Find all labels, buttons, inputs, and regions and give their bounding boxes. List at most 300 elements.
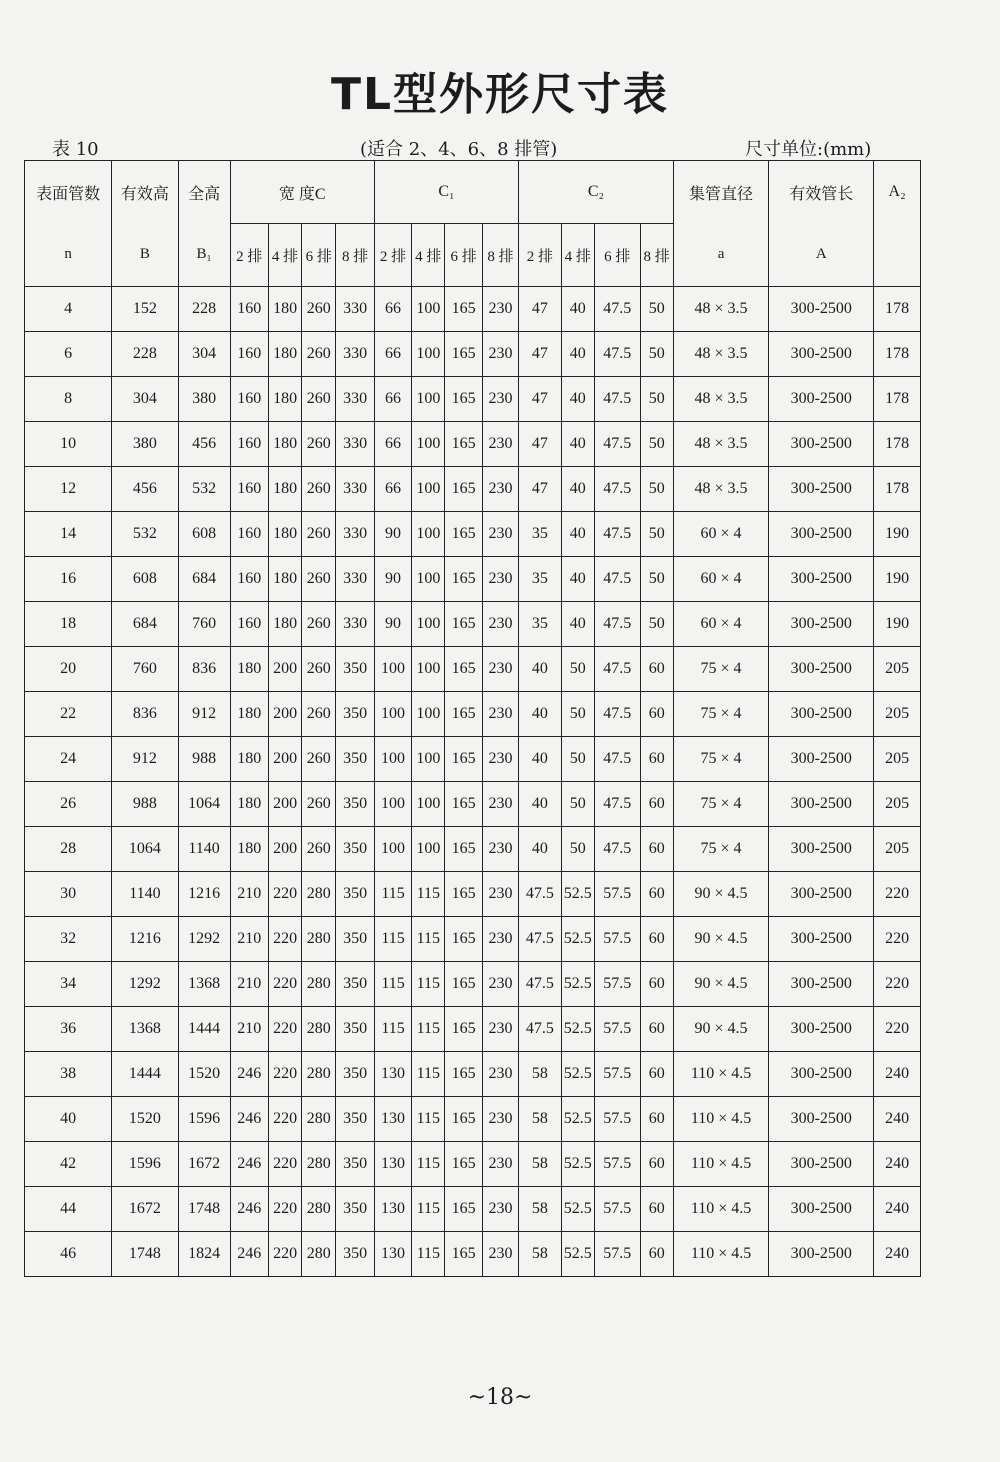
table-cell: 165 [445, 1142, 482, 1187]
table-cell: 304 [112, 377, 178, 422]
table-cell: 47.5 [594, 782, 640, 827]
table-cell: 210 [230, 872, 268, 917]
table-cell: 280 [302, 1232, 336, 1277]
table-cell: 50 [640, 512, 673, 557]
table-cell: 130 [374, 1187, 411, 1232]
table-cell: 60 [640, 962, 673, 1007]
table-cell: 50 [561, 647, 594, 692]
table-cell: 160 [230, 332, 268, 377]
table-cell: 75 × 4 [673, 647, 769, 692]
header-c-8-rows: 8 排 [336, 224, 374, 287]
table-cell: 230 [482, 872, 518, 917]
table-cell: 220 [874, 962, 921, 1007]
table-cell: 300-2500 [769, 737, 874, 782]
table-cell: 10 [25, 422, 112, 467]
table-cell: 180 [268, 422, 301, 467]
table-row [25, 377, 921, 422]
table-cell: 246 [230, 1232, 268, 1277]
table-cell: 220 [268, 1232, 301, 1277]
table-row [25, 917, 921, 962]
table-cell: 160 [230, 422, 268, 467]
table-cell: 230 [482, 782, 518, 827]
table-cell: 115 [412, 1142, 445, 1187]
table-cell: 1520 [112, 1097, 178, 1142]
table-cell: 60 × 4 [673, 602, 769, 647]
table-cell: 260 [302, 827, 336, 872]
table-cell: 47 [519, 332, 562, 377]
table-cell: 180 [268, 602, 301, 647]
table-cell: 50 [640, 332, 673, 377]
page-title: TL型外形尺寸表 [330, 69, 670, 120]
table-cell: 60 [640, 1187, 673, 1232]
table-cell: 300-2500 [769, 557, 874, 602]
table-cell: 52.5 [561, 1187, 594, 1232]
table-cell: 1064 [112, 827, 178, 872]
table-cell: 1444 [178, 1007, 230, 1052]
table-cell: 47.5 [594, 647, 640, 692]
table-cell: 58 [519, 1187, 562, 1232]
table-cell: 66 [374, 287, 411, 332]
table-cell: 350 [336, 1142, 374, 1187]
table-cell: 90 [374, 602, 411, 647]
table-cell: 300-2500 [769, 962, 874, 1007]
table-cell: 205 [874, 782, 921, 827]
table-cell: 60 × 4 [673, 557, 769, 602]
table-cell: 47 [519, 287, 562, 332]
table-cell: 300-2500 [769, 1097, 874, 1142]
table-cell: 60 [640, 737, 673, 782]
table-cell: 115 [412, 872, 445, 917]
table-cell: 230 [482, 692, 518, 737]
table-cell: 47.5 [594, 827, 640, 872]
table-cell: 230 [482, 1142, 518, 1187]
table-cell: 47.5 [594, 422, 640, 467]
header-c1: C₁ [374, 161, 518, 224]
table-cell: 220 [268, 1187, 301, 1232]
table-cell: 230 [482, 737, 518, 782]
table-cell: 200 [268, 827, 301, 872]
table-cell: 4 [25, 287, 112, 332]
table-cell: 280 [302, 1007, 336, 1052]
table-cell: 47.5 [594, 737, 640, 782]
table-cell: 180 [230, 647, 268, 692]
table-cell: 220 [268, 1052, 301, 1097]
table-cell: 1596 [112, 1142, 178, 1187]
table-cell: 14 [25, 512, 112, 557]
table-cell: 178 [874, 332, 921, 377]
table-cell: 100 [374, 737, 411, 782]
header-c-4-rows: 4 排 [268, 224, 301, 287]
table-cell: 50 [561, 782, 594, 827]
table-cell: 160 [230, 602, 268, 647]
table-cell: 22 [25, 692, 112, 737]
table-cell: 246 [230, 1097, 268, 1142]
table-cell: 988 [178, 737, 230, 782]
table-cell: 160 [230, 557, 268, 602]
table-cell: 130 [374, 1097, 411, 1142]
table-row [25, 602, 921, 647]
table-cell: 684 [178, 557, 230, 602]
table-cell: 50 [640, 467, 673, 512]
table-cell: 1824 [178, 1232, 230, 1277]
table-cell: 532 [178, 467, 230, 512]
table-cell: 6 [25, 332, 112, 377]
table-cell: 280 [302, 1097, 336, 1142]
table-cell: 34 [25, 962, 112, 1007]
table-cell: 260 [302, 467, 336, 512]
table-cell: 205 [874, 737, 921, 782]
header-c1-6-rows: 6 排 [445, 224, 482, 287]
table-cell: 48 × 3.5 [673, 332, 769, 377]
table-cell: 52.5 [561, 917, 594, 962]
table-cell: 260 [302, 422, 336, 467]
table-cell: 240 [874, 1142, 921, 1187]
table-cell: 760 [112, 647, 178, 692]
table-body [25, 287, 921, 1277]
table-cell: 200 [268, 737, 301, 782]
table-cell: 100 [412, 377, 445, 422]
table-cell: 60 [640, 1097, 673, 1142]
table-cell: 152 [112, 287, 178, 332]
table-cell: 300-2500 [769, 1007, 874, 1052]
table-cell: 246 [230, 1187, 268, 1232]
table-cell: 180 [268, 287, 301, 332]
table-cell: 47.5 [594, 692, 640, 737]
table-cell: 165 [445, 737, 482, 782]
table-row [25, 1142, 921, 1187]
table-cell: 608 [112, 557, 178, 602]
header-a2-blank [874, 224, 921, 287]
table-cell: 230 [482, 422, 518, 467]
table-cell: 40 [561, 557, 594, 602]
table-cell: 100 [412, 287, 445, 332]
header-b1-label: 全高 [178, 161, 230, 224]
table-cell: 90 [374, 512, 411, 557]
header-c-6-rows: 6 排 [302, 224, 336, 287]
table-cell: 230 [482, 827, 518, 872]
table-cell: 180 [230, 737, 268, 782]
table-cell: 57.5 [594, 872, 640, 917]
header-a-symbol: a [673, 224, 769, 287]
table-cell: 280 [302, 1142, 336, 1187]
table-cell: 90 × 4.5 [673, 1007, 769, 1052]
table-cell: 178 [874, 467, 921, 512]
table-cell: 836 [178, 647, 230, 692]
table-cell: 220 [268, 962, 301, 1007]
table-cell: 220 [874, 1007, 921, 1052]
table-cell: 210 [230, 962, 268, 1007]
table-cell: 240 [874, 1097, 921, 1142]
table-cell: 165 [445, 1232, 482, 1277]
table-cell: 350 [336, 827, 374, 872]
table-cell: 178 [874, 287, 921, 332]
table-cell: 180 [268, 557, 301, 602]
table-cell: 160 [230, 377, 268, 422]
table-cell: 178 [874, 422, 921, 467]
table-cell: 12 [25, 467, 112, 512]
table-cell: 47.5 [594, 602, 640, 647]
table-cell: 210 [230, 917, 268, 962]
table-cell: 52.5 [561, 1142, 594, 1187]
header-b-label: 有效高 [112, 161, 178, 224]
table-cell: 220 [268, 1007, 301, 1052]
table-cell: 300-2500 [769, 1052, 874, 1097]
header-c2-8-rows: 8 排 [640, 224, 673, 287]
table-cell: 210 [230, 1007, 268, 1052]
table-cell: 190 [874, 602, 921, 647]
table-cell: 1064 [178, 782, 230, 827]
table-cell: 260 [302, 602, 336, 647]
table-cell: 230 [482, 332, 518, 377]
table-cell: 456 [112, 467, 178, 512]
table-cell: 115 [412, 1097, 445, 1142]
table-cell: 47.5 [594, 287, 640, 332]
table-cell: 260 [302, 647, 336, 692]
table-row [25, 737, 921, 782]
table-cell: 60 [640, 1142, 673, 1187]
table-cell: 330 [336, 377, 374, 422]
table-cell: 230 [482, 647, 518, 692]
table-cell: 160 [230, 287, 268, 332]
table-cell: 115 [374, 962, 411, 1007]
table-cell: 40 [561, 287, 594, 332]
table-cell: 165 [445, 287, 482, 332]
header-a-label: 集管直径 [673, 161, 769, 224]
table-cell: 40 [25, 1097, 112, 1142]
header-c2-6-rows: 6 排 [594, 224, 640, 287]
table-cell: 1216 [178, 872, 230, 917]
table-cell: 110 × 4.5 [673, 1097, 769, 1142]
table-cell: 47.5 [594, 557, 640, 602]
table-cell: 75 × 4 [673, 782, 769, 827]
table-cell: 100 [412, 557, 445, 602]
table-row [25, 467, 921, 512]
table-cell: 180 [230, 692, 268, 737]
table-cell: 115 [374, 1007, 411, 1052]
table-cell: 60 [640, 1052, 673, 1097]
header-b-symbol: B [112, 224, 178, 287]
table-cell: 24 [25, 737, 112, 782]
table-cell: 90 [374, 557, 411, 602]
table-cell: 57.5 [594, 962, 640, 1007]
header-c1-4-rows: 4 排 [412, 224, 445, 287]
dimensions-table [24, 160, 921, 1277]
table-cell: 230 [482, 1187, 518, 1232]
table-row [25, 962, 921, 1007]
table-cell: 246 [230, 1142, 268, 1187]
table-cell: 40 [561, 602, 594, 647]
header-length-symbol: A [769, 224, 874, 287]
header-length-label: 有效管长 [769, 161, 874, 224]
table-cell: 18 [25, 602, 112, 647]
table-cell: 165 [445, 1007, 482, 1052]
table-cell: 130 [374, 1052, 411, 1097]
table-cell: 100 [412, 692, 445, 737]
table-cell: 180 [230, 782, 268, 827]
table-cell: 228 [112, 332, 178, 377]
table-cell: 1444 [112, 1052, 178, 1097]
table-cell: 240 [874, 1187, 921, 1232]
table-cell: 115 [374, 917, 411, 962]
table-cell: 836 [112, 692, 178, 737]
table-cell: 66 [374, 377, 411, 422]
header-n-label: 表面管数 [25, 161, 112, 224]
header-width-c: 宽 度C [230, 161, 374, 224]
table-cell: 230 [482, 1232, 518, 1277]
table-cell: 100 [412, 737, 445, 782]
page-number: ~18~ [467, 1385, 533, 1410]
table-cell: 47.5 [519, 962, 562, 1007]
table-cell: 260 [302, 782, 336, 827]
table-cell: 47 [519, 422, 562, 467]
table-cell: 165 [445, 332, 482, 377]
table-cell: 100 [374, 782, 411, 827]
table-cell: 300-2500 [769, 1142, 874, 1187]
table-cell: 36 [25, 1007, 112, 1052]
table-cell: 115 [412, 1052, 445, 1097]
table-cell: 110 × 4.5 [673, 1232, 769, 1277]
table-cell: 380 [178, 377, 230, 422]
table-cell: 58 [519, 1232, 562, 1277]
table-cell: 38 [25, 1052, 112, 1097]
table-cell: 300-2500 [769, 872, 874, 917]
table-cell: 60 [640, 782, 673, 827]
table-cell: 115 [374, 872, 411, 917]
table-cell: 90 × 4.5 [673, 872, 769, 917]
table-cell: 165 [445, 422, 482, 467]
table-cell: 47.5 [519, 1007, 562, 1052]
header-c2: C₂ [519, 161, 674, 224]
table-cell: 165 [445, 782, 482, 827]
table-cell: 28 [25, 827, 112, 872]
table-cell: 100 [412, 647, 445, 692]
table-cell: 52.5 [561, 962, 594, 1007]
table-cell: 280 [302, 1187, 336, 1232]
table-row [25, 287, 921, 332]
table-cell: 230 [482, 1097, 518, 1142]
table-cell: 350 [336, 692, 374, 737]
table-cell: 50 [561, 692, 594, 737]
table-cell: 280 [302, 872, 336, 917]
table-cell: 165 [445, 917, 482, 962]
table-cell: 100 [412, 512, 445, 557]
table-cell: 100 [374, 647, 411, 692]
table-cell: 280 [302, 962, 336, 1007]
table-cell: 260 [302, 737, 336, 782]
table-cell: 220 [268, 872, 301, 917]
table-cell: 260 [302, 512, 336, 557]
table-cell: 260 [302, 557, 336, 602]
table-cell: 230 [482, 557, 518, 602]
table-cell: 110 × 4.5 [673, 1187, 769, 1232]
table-cell: 230 [482, 512, 518, 557]
table-cell: 40 [519, 827, 562, 872]
table-cell: 240 [874, 1232, 921, 1277]
table-cell: 165 [445, 602, 482, 647]
header-c2-2-rows: 2 排 [519, 224, 562, 287]
table-row [25, 512, 921, 557]
table-cell: 1748 [178, 1187, 230, 1232]
table-cell: 220 [268, 1142, 301, 1187]
header-b1-symbol: B₁ [178, 224, 230, 287]
table-cell: 220 [268, 917, 301, 962]
table-cell: 58 [519, 1142, 562, 1187]
table-cell: 100 [412, 827, 445, 872]
table-cell: 165 [445, 1097, 482, 1142]
table-cell: 456 [178, 422, 230, 467]
table-cell: 1140 [112, 872, 178, 917]
table-cell: 47.5 [594, 512, 640, 557]
table-cell: 330 [336, 512, 374, 557]
table-cell: 205 [874, 827, 921, 872]
table-cell: 130 [374, 1142, 411, 1187]
table-cell: 260 [302, 287, 336, 332]
table-cell: 350 [336, 962, 374, 1007]
table-cell: 330 [336, 422, 374, 467]
table-cell: 350 [336, 1232, 374, 1277]
table-row [25, 1097, 921, 1142]
table-cell: 205 [874, 692, 921, 737]
table-row [25, 647, 921, 692]
table-cell: 100 [412, 332, 445, 377]
table-cell: 20 [25, 647, 112, 692]
table-cell: 200 [268, 647, 301, 692]
table-cell: 47.5 [594, 377, 640, 422]
table-cell: 90 × 4.5 [673, 917, 769, 962]
table-cell: 350 [336, 1097, 374, 1142]
table-row [25, 422, 921, 467]
table-cell: 300-2500 [769, 377, 874, 422]
table-cell: 60 [640, 1232, 673, 1277]
table-cell: 100 [412, 782, 445, 827]
table-cell: 100 [374, 827, 411, 872]
table-cell: 200 [268, 782, 301, 827]
table-cell: 75 × 4 [673, 692, 769, 737]
table-cell: 165 [445, 647, 482, 692]
table-cell: 1368 [178, 962, 230, 1007]
table-cell: 30 [25, 872, 112, 917]
table-cell: 47.5 [519, 917, 562, 962]
table-cell: 220 [268, 1097, 301, 1142]
table-cell: 57.5 [594, 1232, 640, 1277]
table-cell: 1748 [112, 1232, 178, 1277]
table-cell: 66 [374, 332, 411, 377]
table-cell: 988 [112, 782, 178, 827]
table-cell: 32 [25, 917, 112, 962]
table-cell: 40 [561, 512, 594, 557]
table-cell: 300-2500 [769, 422, 874, 467]
table-cell: 300-2500 [769, 827, 874, 872]
table-cell: 50 [561, 827, 594, 872]
table-cell: 300-2500 [769, 287, 874, 332]
table-cell: 190 [874, 557, 921, 602]
table-cell: 350 [336, 1007, 374, 1052]
table-cell: 300-2500 [769, 782, 874, 827]
table-cell: 165 [445, 692, 482, 737]
table-cell: 684 [112, 602, 178, 647]
table-cell: 8 [25, 377, 112, 422]
table-cell: 180 [268, 377, 301, 422]
table-cell: 160 [230, 467, 268, 512]
table-cell: 330 [336, 557, 374, 602]
table-cell: 60 [640, 692, 673, 737]
table-cell: 300-2500 [769, 917, 874, 962]
table-cell: 350 [336, 872, 374, 917]
table-row [25, 1052, 921, 1097]
table-cell: 46 [25, 1232, 112, 1277]
table-cell: 300-2500 [769, 692, 874, 737]
table-cell: 228 [178, 287, 230, 332]
